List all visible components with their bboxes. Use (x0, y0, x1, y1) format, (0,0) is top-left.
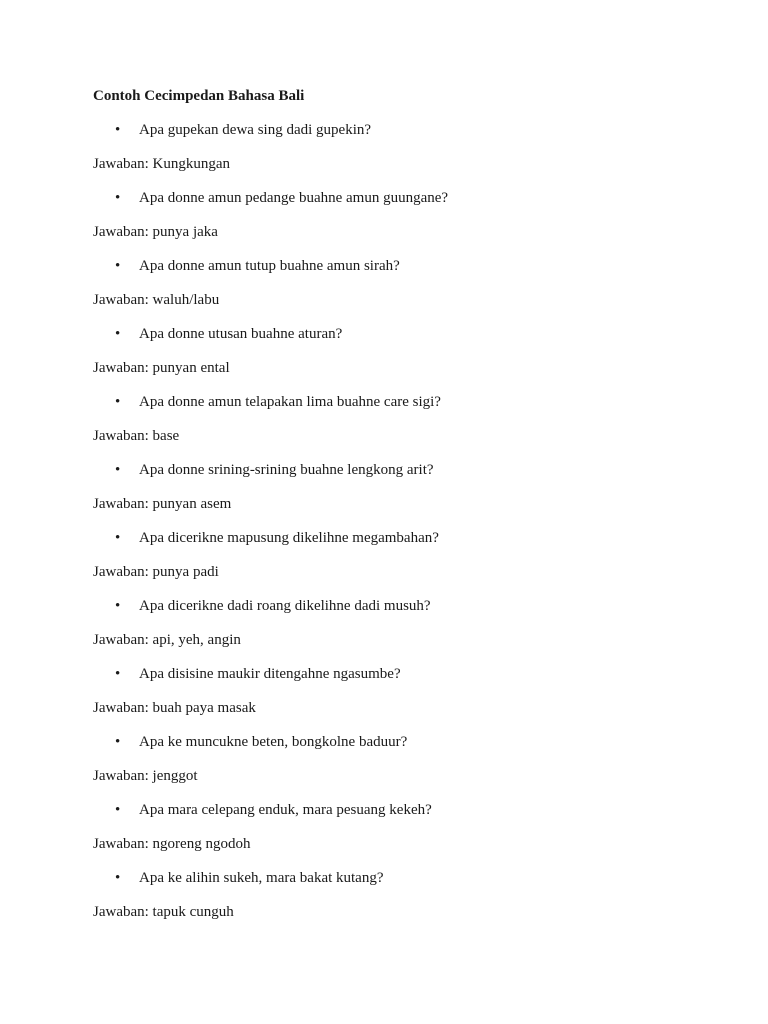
bullet-icon: • (115, 122, 121, 138)
riddle-answer: Jawaban: base (93, 428, 180, 444)
riddle-answer: Jawaban: buah paya masak (93, 700, 256, 716)
riddle-question-text: Apa gupekan dewa sing dadi gupekin? (139, 122, 372, 138)
riddle-question-text: Apa donne amun tutup buahne amun sirah? (139, 258, 400, 274)
riddle-question (93, 868, 713, 888)
riddle-question-text: Apa dicerikne mapusung dikelihne megambahan? (139, 530, 439, 546)
riddle-question (93, 324, 713, 344)
riddle-question-text: Apa donne amun telapakan lima buahne care sigi? (139, 394, 441, 410)
bullet-icon: • (115, 530, 121, 546)
bullet-icon: • (115, 462, 121, 478)
riddle-answer: Jawaban: jenggot (93, 768, 198, 784)
riddle-question (93, 188, 713, 208)
bullet-icon: • (115, 326, 121, 342)
document-page (93, 86, 713, 936)
riddle-answer: Jawaban: punya jaka (93, 224, 218, 240)
riddle-answer: Jawaban: waluh/labu (93, 292, 220, 308)
bullet-icon: • (115, 598, 121, 614)
riddle-answer: Jawaban: ngoreng ngodoh (93, 836, 251, 852)
riddle-question (93, 732, 713, 752)
riddle-question-text: Apa donne amun pedange buahne amun guungane? (139, 190, 449, 206)
riddle-question-text: Apa dicerikne dadi roang dikelihne dadi musuh? (139, 598, 431, 614)
riddle-answer: Jawaban: Kungkungan (93, 156, 231, 172)
bullet-icon: • (115, 190, 121, 206)
riddle-question-text: Apa donne utusan buahne aturan? (139, 326, 343, 342)
bullet-icon: • (115, 802, 121, 818)
riddle-question-text: Apa disisine maukir ditengahne ngasumbe? (139, 666, 401, 682)
riddle-answer: Jawaban: tapuk cunguh (93, 904, 234, 920)
bullet-icon: • (115, 870, 121, 886)
riddle-answer: Jawaban: punyan ental (93, 360, 230, 376)
riddle-question (93, 460, 713, 480)
riddle-answer: Jawaban: punya padi (93, 564, 219, 580)
document-title: Contoh Cecimpedan Bahasa Bali (93, 88, 305, 104)
bullet-icon: • (115, 734, 121, 750)
riddle-question (93, 528, 713, 548)
bullet-icon: • (115, 394, 121, 410)
riddle-question (93, 596, 713, 616)
riddle-question (93, 256, 713, 276)
riddle-question-text: Apa donne srining-srining buahne lengkong arit? (139, 462, 434, 478)
riddle-answer: Jawaban: api, yeh, angin (93, 632, 241, 648)
riddle-list (93, 120, 713, 922)
bullet-icon: • (115, 666, 121, 682)
riddle-question-text: Apa ke muncukne beten, bongkolne baduur? (139, 734, 408, 750)
riddle-answer: Jawaban: punyan asem (93, 496, 232, 512)
riddle-question (93, 664, 713, 684)
riddle-question (93, 392, 713, 412)
riddle-question (93, 800, 713, 820)
riddle-question-text: Apa ke alihin sukeh, mara bakat kutang? (139, 870, 384, 886)
riddle-question (93, 120, 713, 140)
bullet-icon: • (115, 258, 121, 274)
riddle-question-text: Apa mara celepang enduk, mara pesuang kekeh? (139, 802, 432, 818)
